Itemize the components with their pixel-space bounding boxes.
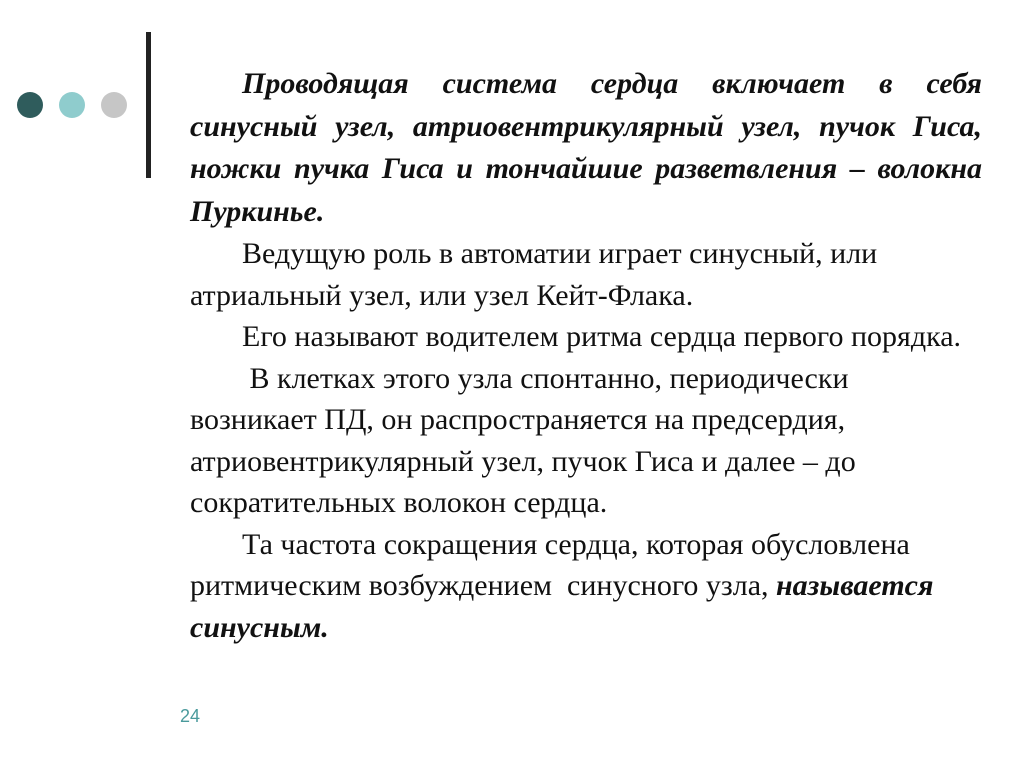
paragraph-4-text: Та частота сокращения сердца, которая обусловлена ритмическим возбуждением синусного узла, (190, 527, 918, 602)
slide-body (190, 63, 982, 648)
intro-paragraph: Проводящая система сердца включает в себя синусный узел, атриовентрикулярный узел, пучок Гиса, ножки пучка Гиса и тончайшие разветвления – волокна Пуркинье. (190, 67, 982, 228)
paragraph-4-emphasis: называется синусным. (190, 569, 941, 644)
paragraph-3: В клетках этого узла спонтанно, периодически возникает ПД, он распространяется на предсердия, атриовентрикулярный узел, пучок Гиса и далее – до сократительных волокон сердца. (190, 361, 864, 519)
paragraph-4 (190, 524, 982, 649)
decorative-vertical-bar (146, 32, 151, 178)
decorative-dot-teal (59, 92, 85, 118)
page-number: 24 (180, 706, 201, 726)
decorative-dot-dark (17, 92, 43, 118)
paragraph-1: Ведущую роль в автоматии играет синусный, или атриальный узел, или узел Кейт-Флака. (190, 237, 878, 312)
decorative-dot-gray (101, 92, 127, 118)
paragraph-2: Его называют водителем ритма сердца первого порядка. (242, 320, 962, 353)
